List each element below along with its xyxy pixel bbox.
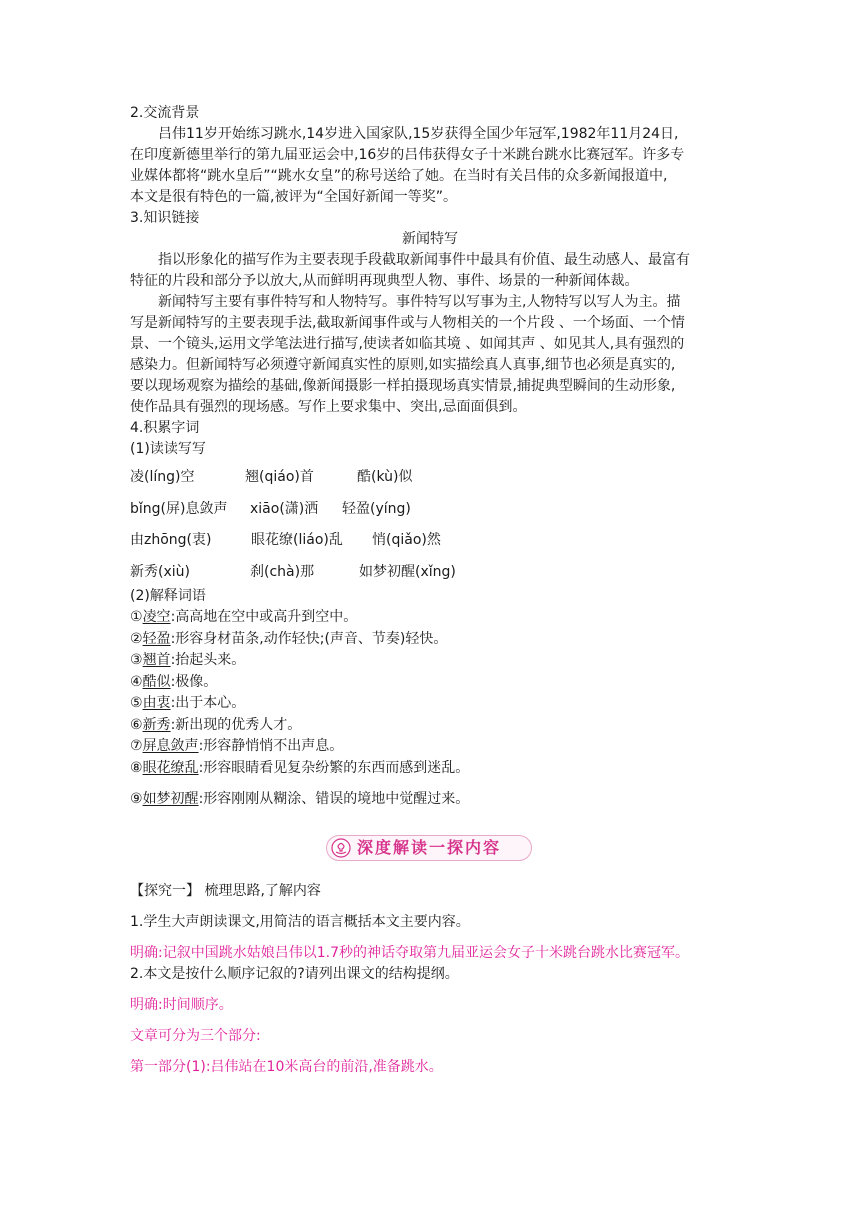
knowledge-title: 新闻特写: [402, 231, 458, 247]
vocab-row: [130, 523, 730, 555]
definition-term: 如梦初醒: [142, 791, 199, 807]
knowledge-line: 感染力。但新闻特写必须遵守新闻真实性的原则,如实描绘真人真事,细节也必须是真实的,: [130, 357, 676, 373]
question-1: 1.学生大声朗读课文,用简洁的语言概括本文主要内容。: [130, 913, 470, 930]
section-heading-vocab: 4.积累字词: [130, 420, 200, 436]
definition-item: ⑧眼花缭乱:形容眼睛看见复杂纷繁的东西而感到迷乱。: [130, 759, 470, 776]
vocab-word: xiāo(潇)洒: [250, 500, 319, 517]
vocab-word: 轻盈(yíng): [342, 500, 411, 517]
vocab-row: [130, 555, 730, 587]
section-heading-background: 2.交流背景: [130, 105, 200, 121]
vocab-word: 翘(qiáo)首: [245, 469, 314, 485]
definition-term: 屏息敛声: [142, 738, 199, 754]
background-line: 在印度新德里举行的第九届亚运会中,16岁的吕伟获得女子十米跳台跳水比赛冠军。许多专: [130, 147, 685, 163]
vocab-word: 凌(líng)空: [130, 469, 195, 485]
definition-item: ⑨如梦初醒:形容刚刚从糊涂、错误的境地中觉醒过来。: [130, 791, 470, 807]
background-line: 吕伟11岁开始练习跳水,14岁进入国家队,15岁获得全国少年冠军,1982年11月24日,: [158, 126, 679, 142]
vocab-word: 由zhōng(衷): [130, 532, 212, 548]
knowledge-line: 特征的片段和部分予以放大,从而鲜明再现典型人物、事件、场景的一种新闻体裁。: [130, 273, 639, 289]
definition-term: 凌空: [142, 609, 171, 625]
vocab-word: 刹(chà)那: [250, 563, 315, 580]
vocab-row: [130, 460, 730, 492]
vocab-word: 酷(kù)似: [357, 469, 413, 485]
definition-item: ⑤由衷:出于本心。: [130, 695, 246, 711]
knowledge-line: 使作品具有强烈的现场感。写作上要求集中、突出,忌面面俱到。: [130, 399, 527, 415]
definition-item: ①凌空:高高地在空中或高升到空中。: [130, 609, 358, 625]
vocab-word: 悄(qiǎo)然: [372, 532, 441, 548]
explore-heading: 【探究一】 梳理思路,了解内容: [130, 882, 321, 899]
background-line: 本文是很有特色的一篇,被评为“全国好新闻一等奖”。: [130, 189, 457, 205]
knowledge-line: 要以现场观察为描绘的基础,像新闻摄影一样拍摄现场真实情景,捕捉典型瞬间的生动形象,: [130, 378, 676, 394]
knowledge-line: 景、一个镜头,运用文学笔法进行描写,使读者如临其境 、如闻其声 、如见其人,具有强烈的: [130, 336, 685, 352]
definition-item: ④酷似:极像。: [130, 673, 218, 690]
definitions-subheading: (2)解释词语: [130, 588, 206, 604]
vocab-word: 新秀(xiù): [130, 563, 190, 580]
vocab-subheading: (1)读读写写: [130, 441, 206, 457]
answer-4: 第一部分(1):吕伟站在10米高台的前沿,准备跳水。: [130, 1058, 443, 1075]
knowledge-line: 指以形象化的描写作为主要表现手段截取新闻事件中最具有价值、最生动感人、最富有: [158, 252, 690, 268]
knowledge-line: 新闻特写主要有事件特写和人物特写。事件特写以写事为主,人物特写以写人为主。描: [158, 294, 681, 310]
vocab-word: 如梦初醒(xǐng): [359, 563, 456, 580]
bulb-icon: [331, 838, 351, 858]
section-heading-knowledge: 3.知识链接: [130, 210, 200, 226]
vocab-word: bǐng(屏)息敛声: [130, 500, 228, 517]
document-body: [130, 103, 730, 1078]
section-banner: [326, 835, 532, 861]
background-line: 业媒体都将“跳水皇后”“跳水女皇”的称号送给了她。在当时有关吕伟的众多新闻报道中,: [130, 168, 668, 184]
definition-item: ③翘首:抬起头来。: [130, 652, 246, 668]
vocab-row: [130, 492, 730, 524]
answer-3: 文章可分为三个部分:: [130, 1027, 261, 1044]
definition-term: 新秀: [142, 716, 171, 733]
vocab-word: 眼花缭(liáo)乱: [251, 532, 343, 548]
answer-1: 明确:记叙中国跳水姑娘吕伟以1.7秒的神话夺取第九届亚运会女子十米跳台跳水比赛冠军。: [130, 944, 689, 961]
answer-2: 明确:时间顺序。: [130, 996, 233, 1013]
definition-item: ②轻盈:形容身材苗条,动作轻快;(声音、节奏)轻快。: [130, 630, 448, 647]
definition-term: 眼花缭乱: [142, 759, 199, 776]
definition-term: 由衷: [142, 695, 171, 711]
section-banner-wrap: [130, 811, 730, 881]
question-2: 2.本文是按什么顺序记叙的?请列出课文的结构提纲。: [130, 965, 459, 982]
banner-title: 深度解读一探内容: [357, 837, 502, 857]
knowledge-line: 写是新闻特写的主要表现手法,截取新闻事件或与人物相关的一个片段 、一个场面、一个情: [130, 315, 685, 331]
definition-item: ⑦屏息敛声:形容静悄悄不出声息。: [130, 738, 344, 754]
definition-item: ⑥新秀:新出现的优秀人才。: [130, 716, 302, 733]
definition-term: 翘首: [142, 652, 171, 668]
definition-term: 酷似: [142, 673, 171, 690]
definition-term: 轻盈: [142, 630, 171, 647]
